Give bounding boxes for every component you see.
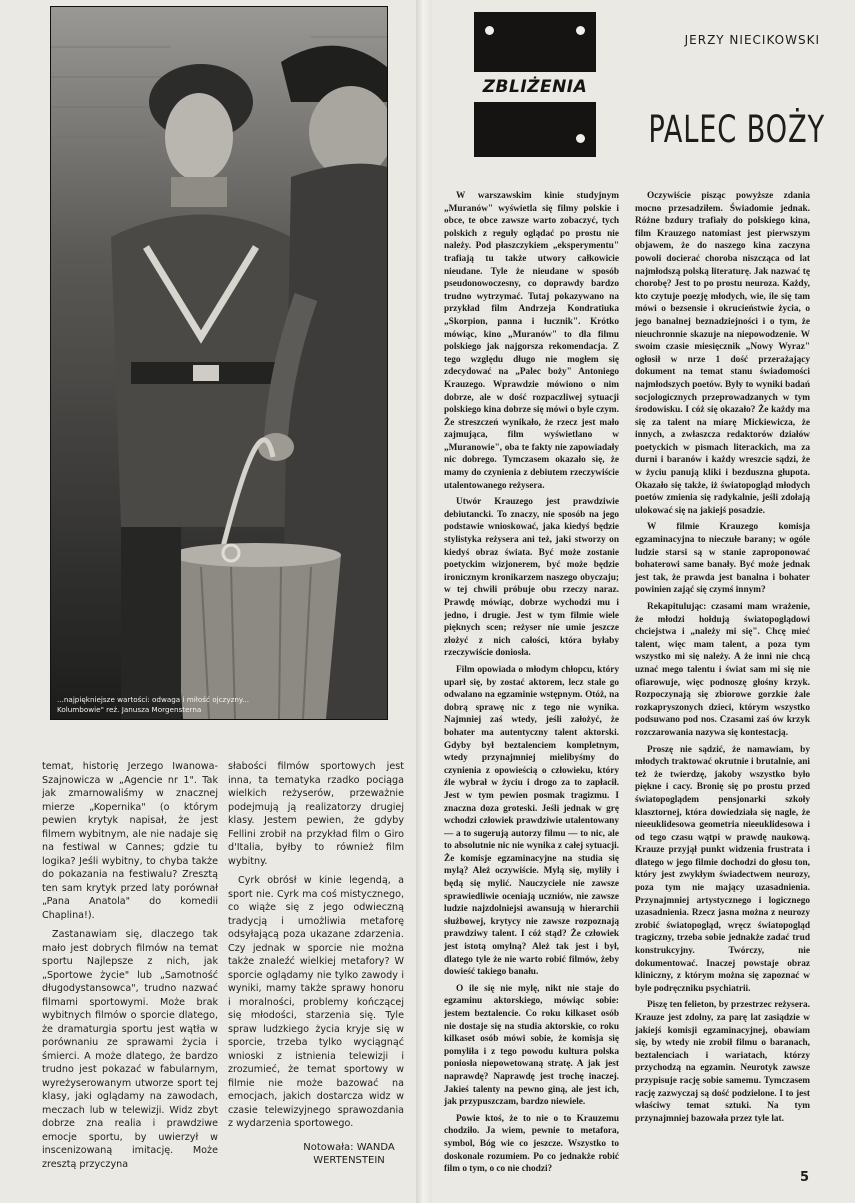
- section-name: ZBLIŻENIA: [482, 77, 588, 97]
- article-title: PALEC BOŻY: [648, 108, 825, 151]
- article-column-2: [635, 190, 810, 1129]
- paragraph: Utwór Krauzego jest prawdziwie debiutancki. To znaczy, nie sposób na jego podstawie wnioskować, jaka kiedyś będzie stylistyka reżysera ani też, jaki stworzy on kiedyś obraz świata. Być może zostanie poetyckim wizjonerem, być może będzie ironicznym kronikarzem naszego obyczaju; w tej chwili próbuje obu rzeczy naraz. Prawdę mówiąc, dobrze wychodzi mu i jedno, i drugie. Jest w tym filmie wiele pięknych scen; reżyser nie umie jeszcze złożyć z nich całości, która byłaby rzeczywiście doniosła.: [444, 497, 619, 659]
- caption-line-1: ...najpiękniejsze wartości: odwaga i miłość ojczyzny...: [57, 695, 249, 704]
- photo-caption: [57, 695, 379, 715]
- left-text-column-1: [42, 760, 218, 1177]
- signature-line-2: WERTENSTEIN: [313, 1155, 385, 1166]
- logo-dot-icon: [485, 26, 494, 35]
- caption-line-2: Kolumbowie" reż. Janusza Morgensterna: [57, 705, 202, 714]
- paragraph: Oczywiście pisząc powyższe zdania mocno przesadziłem. Świadomie jednak. Różne bzdury trafiały do polskiego kina, film Krauzego natomiast jest pierwszym objawem, że do naszego kina zaczyna powoli docierać choroba niszcząca od lat najmłodszą polską literaturę. Jak nazwać tę chorobę? Jest to po prostu neuroza. Każdy, kto czytuje poezję młodych, wie, ile się tam mówi o bezsensie i okrucieństwie życia, o jego banalnej beznadziejności i o tym, że nieuchronnie skazuje na niepowodzenie. W swoim czasie miesięcznik „Nowy Wyraz" ogłosił w nrze 1 dość przerażający dokument na temat stanu świadomości najmłodszych poetów. Były to wyniki badań socjologicznych przeprowadzanych w tym środowisku. I cóż się okazało? Że każdy ma się za talent na miarę Mickiewicza, że innych, a zwłaszcza redaktorów działów poetyckich w pismach literackich, ma za durni i baranów i każdy wreszcie sądzi, że w życiu panują kliki i bezduszna głupota. Okazało się także, iż światopogląd młodych poetów zmienia się radykalnie, jeśli zdołają ulokować się na jakiejś posadzie.: [635, 191, 810, 516]
- paragraph: Zastanawiam się, dlaczego tak mało jest dobrych filmów na temat sportu Najlepsze z nich, jak „Sportowe życie" lub „Samotność długodystansowca", trudno nazwać filmami sportowymi. Może brak wybitnych filmów o sporcie dlatego, że dramaturgia sportu jest wątła w porównaniu ze sprawami życia i śmierci. A może dlatego, że bardzo trudno jest pokazać w fabularnym, wyreżyserowanym utworze sport tej klasy, jaki oglądamy na zawodach, meczach lub w telewizji. Widz zbyt dobrze zna realia i prawdziwe emocje sportu, by uwierzył w inscenizowaną imitację. Może zresztą przyczyna: [42, 929, 218, 1170]
- paragraph: słabości filmów sportowych jest inna, ta tematyka rzadko pociąga wielkich reżyserów, przeważnie podejmują ją realizatorzy drugiej klasy. Jestem pewien, że gdyby Fellini zrobił na przykład film o Giro d'Italia, byłby to również film wybitny.: [228, 761, 404, 867]
- signature: [284, 1141, 414, 1167]
- paragraph: Cyrk obrósł w kinie legendą, a sport nie. Cyrk ma coś mistycznego, co wiąże się z jego odwieczną tradycją i umożliwia metaforę odsyłającą poza ukazane zdarzenia. Czy jednak w sporcie nie można także znaleźć wielkiej metafory? W sporcie oglądamy nie tylko zawody i wyniki, mamy także sprawy honoru i moralności, problemy kończącej się młodości, starzenia się. Tyle spraw ludzkiego życia kryje się w sporcie, trzeba tylko wyciągnąć wnioski z istnienia telewizji i zrozumieć, że temat sportowy w filmie nie może bazować na emocjach, jakich dostarcza widz w czasie telewizyjnego sprawozdania z wydarzenia sportowego.: [228, 875, 404, 1129]
- author-name: JERZY NIECIKOWSKI: [684, 33, 820, 47]
- signature-line-1: Notowała: WANDA: [303, 1142, 395, 1153]
- article-column-1: [444, 190, 619, 1180]
- paragraph: Film opowiada o młodym chłopcu, który uparł się, by zostać aktorem, lecz stale go odwalano na egzaminie wstępnym. Otóż, na dobrą sprawę nic z tego nie wynika. Najmniej zaś wtedy, jeśli założyć, że bohater ma autentyczny talent aktorski. Gdyby był beztalenciem kompletnym, wtedy przynajmniej mielibyśmy do czynienia z opowieścią o człowieku, który źle wybrał w życiu i drogo za to zapłacił. Jest w tym pewien posmak tragizmu. I znaczna doza groteski. Jeśli jednak w grę wchodzi człowiek prawdziwie utalentowany — a to sugerują autorzy filmu — to nic, ale to absolutnie nic nie wynika z całej sytuacji. Że komisje egzaminacyjne na studia się mylą? Ależ oczywiście. Mylą się, myliły i będą się mylić. Nauczyciele nie zawsze sprawiedliwie oceniają uczniów, nie zawsze ludzie najzdolniejsi awansują w hierarchii służbowej, krytycy nie zawsze rozpoznają prawdziwy talent. I cóż stąd? Że człowiek jest istotą omylną? Ależ tak jest i był, dlatego tyle że nie warto robić filmów, żeby dowieść takiego banału.: [444, 664, 619, 978]
- film-still-photo: [50, 6, 388, 720]
- paragraph: W filmie Krauzego komisja egzaminacyjna to nieczułe barany; w ogóle ludzie starsi są w stanie zaproponować bohaterowi same banały. Być może jednak jest tak, że prawda jest banalna i bohater powinien zająć się czymś innym?: [635, 522, 810, 596]
- logo-dot-icon: [576, 134, 585, 143]
- soldiers-with-bucket-illustration: [51, 7, 387, 719]
- section-logo: [474, 12, 596, 157]
- paragraph: O ile się nie mylę, nikt nie staje do egzaminu aktorskiego, mówiąc sobie: jestem beztalencie. Co roku kilkaset osób nie dostaje się na studia aktorskie, co roku kilkaset osób mówi sobie, że komisja się pomyliła i z tego powodu kultura polska poniosła niepowetowaną stratę. A jak jest naprawdę? Naprawdę jest trochę inaczej. Jakieś talenty na pewno giną, ale jest ich, jak przypuszczam, bardzo niewiele.: [444, 983, 619, 1108]
- page-number: 5: [800, 1170, 810, 1185]
- paragraph: Rekapitulując: czasami mam wrażenie, że młodzi hołdują światopoglądowi chciejstwa i „należy mi się". Chcę mieć talent, więc mam talent, a poza tym wszystko mi się należy. A że inni nie chcą uznać mego talentu i świat sam mi się nie ofiarowuje, więc podnoszę głośny krzyk. Rozpoczynają się zbiorowe gorzkie żale rozkapryszonych dzieci, którym wszystko podsuwano pod nos. Czasami zaś ów krzyk rozczarowania nazywa się kontestacją.: [635, 602, 810, 738]
- page-fold: [416, 0, 432, 1203]
- logo-dot-icon: [576, 26, 585, 35]
- paragraph: Proszę nie sądzić, że namawiam, by młodych traktować okrutnie i brutalnie, ani też że twierdzę, jakoby wszystko było piękne i cacy. Bronię się po prostu przed światopoglądem pensjonarki szkoły klasztornej, która dowiedziała się nagle, że nieeuklidesowa geometria nieeuklidesowa i od tego czasu wątpi w prawdę naukową. Krauze przyjął punkt widzenia frustrata i dlatego w jego filmie dochodzi do głosu ton, który jest zwykłym świadectwem neurozy, poza tym nie mający uzasadnienia. Przynajmniej artystycznego i logicznego uzasadnienia. Rzecz jasna można z neurozy zrobić światopogląd, wręcz światopogląd tragiczny, trzeba sobie jednakże zadać trud konstrukcyjny. Twórczy, nie dokumentować. Inaczej powstaje obraz kliniczny, z którym można się zapoznać w byle podręczniku psychiatrii.: [635, 744, 810, 994]
- left-text-column-2: [228, 760, 404, 1137]
- paragraph: Powie ktoś, że to nie o to Krauzemu chodziło. Ja wiem, pewnie to metafora, symbol, Bóg wie co jeszcze. Wszystko to doskonale rozumiem. Po co jednakże robić film o tym, o co nie chodzi?: [444, 1113, 619, 1175]
- paragraph: W warszawskim kinie studyjnym „Muranów" wyświetla się filmy polskie i obce, te obce zawsze warto zobaczyć, tych polskich z reguły oglądać po prostu nie należy. Pod płaszczykiem „eksperymentu" trafiają tu także utwory całkowicie nieudane. Tyle że nieudane w sposób pseudonowoczesny, co doprawdy bardzo trudno wytrzymać. Tutaj pokazywano na przykład film Andrzeja Kondratiuka „Skorpion, panna i łucznik". Krótko mówiąc, kino „Muranów" to dla filmu polskiego jak najgorsza rekomendacja. Z tego względu długo nie mogłem się zdecydować na „Palec boży" Antoniego Krauzego. Wprawdzie mówiono o nim dobrze, ale w dość rozpaczliwej sytuacji polskiego kina dobrze się mówi o byle czym. Że streszczeń wynikało, że rzecz jest mało zajmująca, film wyświetlano w „Muranowie", oba te fakty nie zapowiadały nic dobrego. Tymczasem okazało się, że mamy do czynienia z debiutem rzeczywiście utalentowanego reżysera.: [444, 191, 619, 491]
- paragraph: Piszę ten felieton, by przestrzec reżysera. Krauze jest zdolny, za parę lat zasiądzie w jakiejś komisji egzaminacyjnej, obawiam się, by wtedy nie zrobił filmu o baranach, beztalenciach i wariatach, którzy przychodzą na egzamin. Neurotyk zawsze przypisuje rację sobie samemu. Tymczasem rację zazwyczaj są dość podzielone. I to jest właściwy temat sztuki. Na tym przynajmniej bazowała przez tyle lat.: [635, 1000, 810, 1124]
- paragraph: temat, historię Jerzego Iwanowa-Szajnowicza w „Agencie nr 1". Tak jak zmarnowaliśmy w znacznej mierze „Kopernika" (o którym pewien krytyk napisał, że jest filmem wybitnym, ale nie nadaje się na festiwal w Cannes; gdzie tu logika? Jeśli wybitny, to chyba także do pokazania na festiwalu? Zresztą ten sam krytyk przed laty porównał „Pana Anatola" do komedii Chaplina!).: [42, 761, 218, 921]
- logo-band: [474, 70, 596, 104]
